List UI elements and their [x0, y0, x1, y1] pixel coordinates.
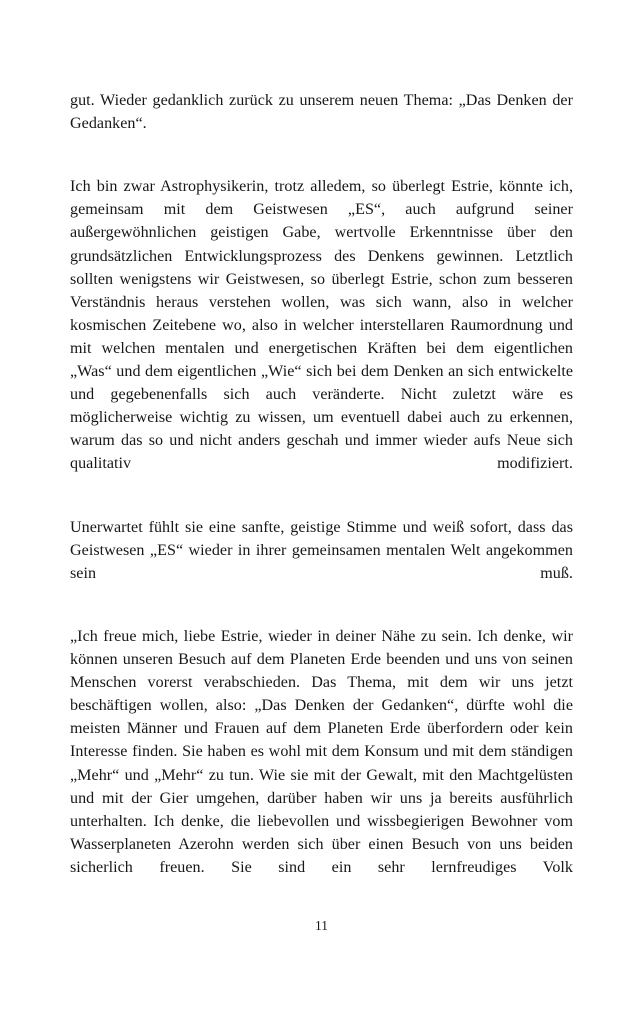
- page-text-block: [70, 89, 573, 902]
- paragraph-4: „Ich freue mich, liebe Estrie, wieder in deiner Nähe zu sein. Ich denke, wir können unseren Besuch auf dem Planeten Erde beenden und uns von seinen Menschen vorerst verabschieden. Das Thema, mit dem wir uns jetzt beschäftigen wollen, also: „Das Denken der Gedanken“, dürfte wohl die meisten Männer und Frauen auf dem Planeten Erde überfordern oder kein Interesse finden. Sie haben es wohl mit dem Konsum und mit dem ständigen „Mehr“ und „Mehr“ zu tun. Wie sie mit der Gewalt, mit den Machtgelüsten und mit der Gier umgehen, darüber haben wir uns ja bereits ausführlich unterhalten. Ich denke, die liebevollen und wissbegierigen Bewohner vom Wasserplaneten Azerohn werden sich über einen Besuch von uns beiden sicherlich freuen. Sie sind ein sehr lernfreudiges Volk: [70, 627, 573, 876]
- paragraph-1: gut. Wieder gedanklich zurück zu unserem neuen Thema: „Das Denken der Gedanken“.: [70, 92, 573, 133]
- page-number: 11: [315, 918, 328, 933]
- paragraph-2: Ich bin zwar Astrophysikerin, trotz alledem, so überlegt Estrie, könnte ich, gemeinsam mit dem Geistwesen „ES“, auch aufgrund seiner außergewöhnlichen geistigen Gabe, wertvolle Erkenntnisse über den grundsätzlichen Entwicklungsprozess des Denkens gewinnen. Letztlich sollten wenigstens wir Geistwesen, so überlegt Estrie, schon zum besseren Verständnis heraus verstehen wollen, was sich wann, also in welcher kosmischen Zeitebene wo, also in welcher interstellaren Raumordnung und mit welchen mentalen und energetischen Kräften bei dem eigentlichen „Was“ und dem eigentlichen „Wie“ sich bei dem Denken an sich entwickelte und gegebenenfalls sich auch veränderte. Nicht zuletzt wäre es möglicherweise wichtig zu wissen, um eventuell dabei auch zu erkennen, warum das so und nicht anders geschah und immer wieder aufs Neue sich qualitativ modifiziert.: [70, 178, 573, 473]
- paragraph-3: Unerwartet fühlt sie eine sanfte, geistige Stimme und weiß sofort, dass das Geistwesen „ES“ wieder in ihrer gemeinsamen mentalen Welt angekommen sein muß.: [70, 518, 573, 582]
